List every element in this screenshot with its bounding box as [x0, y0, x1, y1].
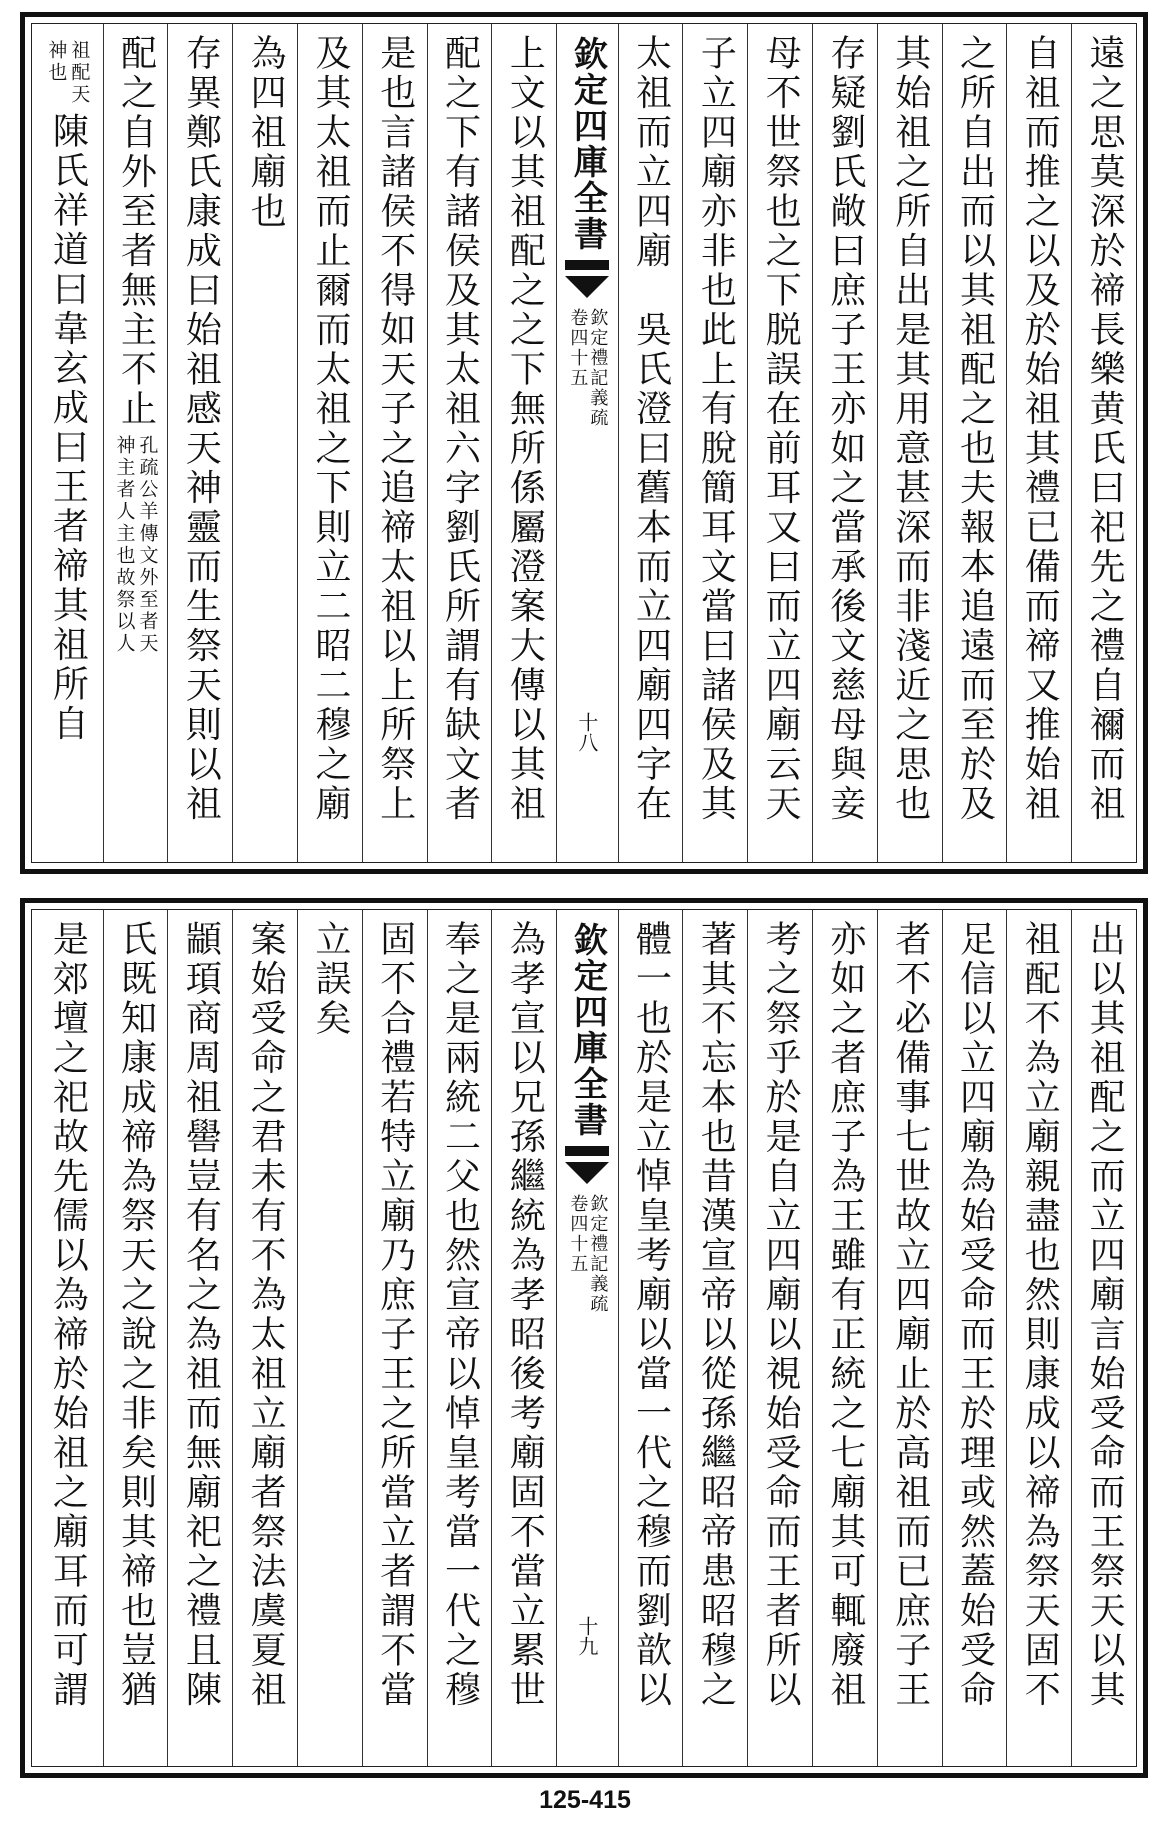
column-text	[824, 920, 866, 1710]
page-panel-top	[20, 12, 1148, 874]
gutter-subtitle-line: 欽定禮記義疏	[587, 1194, 609, 1314]
text-column	[1006, 24, 1071, 862]
main-text-line: 著其不忘本也昔漢宣帝以從孫繼昭帝患昭穆之	[695, 920, 737, 1710]
text-column	[491, 24, 556, 862]
gutter-subtitle	[567, 308, 609, 428]
main-text-line: 亦如之者庶子為王雖有正統之七廟其可輒廢祖	[824, 920, 866, 1710]
leaf-number: 十九	[574, 1616, 599, 1656]
text-column	[32, 24, 102, 862]
text-column	[232, 24, 297, 862]
main-text-line: 及其太祖而止爾而太祖之下則立二昭二穆之廟	[309, 34, 351, 824]
column-text	[954, 34, 996, 824]
center-gutter	[556, 24, 617, 862]
text-column	[877, 910, 942, 1766]
text-column	[747, 910, 812, 1766]
main-text-line: 遠之思莫深於禘長樂黄氏曰祀先之禮自禰而祖	[1084, 34, 1126, 824]
column-text	[504, 34, 546, 824]
main-text-line: 奉之是兩統二父也然宣帝以悼皇考當一代之穆	[439, 920, 481, 1710]
interlinear-note	[115, 435, 157, 655]
column-text	[439, 34, 481, 824]
text-column	[103, 910, 168, 1766]
column-text	[180, 34, 222, 824]
text-column	[167, 24, 232, 862]
column-text	[824, 34, 866, 824]
main-text-line: 是也言諸侯不得如天子之追禘太祖以上所祭上	[374, 34, 416, 824]
column-text	[1019, 34, 1061, 824]
main-text-line: 為孝宣以兄孫繼統為孝昭後考廟固不當立累世	[504, 920, 546, 1710]
text-columns	[32, 910, 1136, 1766]
main-text-line: 上文以其祖配之之下無所係屬澄案大傳以其祖	[504, 34, 546, 824]
note-line: 孔疏公羊傳文外至者天	[136, 435, 159, 655]
column-text	[47, 920, 89, 1710]
text-column	[32, 910, 102, 1766]
text-column	[1071, 24, 1136, 862]
note-line: 神主者人主也故祭以人	[113, 435, 136, 655]
main-text-line: 案始受命之君未有不為太祖立廟者祭法虞夏祖	[245, 920, 287, 1710]
column-text	[695, 34, 737, 824]
text-column	[362, 910, 427, 1766]
column-text	[309, 920, 351, 1039]
column-text	[889, 920, 931, 1710]
column-text	[374, 34, 416, 824]
text-frame	[31, 23, 1137, 863]
main-text-line: 出以其祖配之而立四廟言始受命而王祭天以其	[1084, 920, 1126, 1710]
text-columns	[32, 24, 1136, 862]
text-column	[427, 24, 492, 862]
main-text-line: 氏既知康成禘為祭天之說之非矣則其禘也豈猶	[115, 920, 157, 1710]
fishtail-mark	[565, 1146, 609, 1156]
gutter-title: 欽定四庫全書	[567, 36, 608, 252]
column-text	[115, 34, 157, 661]
column-text	[630, 34, 672, 824]
text-column	[877, 24, 942, 862]
main-text-line: 是郊壇之祀故先儒以為禘於始祖之廟耳而可謂	[47, 920, 89, 1710]
text-column	[232, 910, 297, 1766]
center-gutter	[556, 910, 617, 1766]
main-text-line: 母不世祭也之下脱誤在前耳又曰而立四廟云天	[760, 34, 802, 824]
text-column	[942, 24, 1007, 862]
text-column	[297, 910, 362, 1766]
text-column	[618, 910, 683, 1766]
column-text	[374, 920, 416, 1710]
text-frame	[31, 909, 1137, 1767]
text-column	[682, 24, 747, 862]
gutter-title: 欽定四庫全書	[567, 922, 608, 1138]
column-text	[1019, 920, 1061, 1710]
note-line: 祖配天	[68, 40, 91, 106]
column-text	[115, 920, 157, 1710]
text-column	[103, 24, 168, 862]
column-text	[245, 920, 287, 1710]
text-column	[747, 24, 812, 862]
interlinear-note	[45, 40, 91, 106]
text-column	[942, 910, 1007, 1766]
column-text	[1084, 34, 1126, 824]
text-column	[297, 24, 362, 862]
main-text-line: 立誤矣	[309, 920, 351, 1039]
text-column	[1006, 910, 1071, 1766]
main-text-line: 自祖而推之以及於始祖其禮已備而禘又推始祖	[1019, 34, 1061, 824]
main-text-line: 為四祖廟也	[245, 34, 287, 232]
gutter-subtitle-line: 欽定禮記義疏	[587, 308, 609, 428]
column-text	[45, 34, 91, 744]
leaf-number: 十八	[574, 712, 599, 752]
column-text	[439, 920, 481, 1710]
fishtail-mark	[565, 260, 609, 270]
column-text	[180, 920, 222, 1710]
column-text	[954, 920, 996, 1710]
main-text-line: 太祖而立四廟 吳氏澄曰舊本而立四廟四字在	[630, 34, 672, 824]
column-text	[309, 34, 351, 824]
main-text-line: 體一也於是立悼皇考廟以當一代之穆而劉歆以	[630, 920, 672, 1710]
gutter-subtitle	[567, 1194, 609, 1314]
main-text-line: 祖配不為立廟親盡也然則康成以禘為祭天固不	[1019, 920, 1061, 1710]
page-panel-bottom	[20, 898, 1148, 1778]
column-text	[889, 34, 931, 824]
text-column	[167, 910, 232, 1766]
text-column	[682, 910, 747, 1766]
page-number-footer: 125-415	[539, 1786, 631, 1814]
gutter-subtitle-line: 卷四十五	[567, 308, 589, 388]
main-text-line: 存異鄭氏康成曰始祖感天神靈而生祭天則以祖	[180, 34, 222, 824]
text-column	[812, 24, 877, 862]
column-text	[245, 34, 287, 232]
column-text	[630, 920, 672, 1710]
main-text-line: 考之祭乎於是自立四廟以視始受命而王者所以	[760, 920, 802, 1710]
text-column	[618, 24, 683, 862]
text-column	[362, 24, 427, 862]
column-text	[695, 920, 737, 1710]
text-column	[1071, 910, 1136, 1766]
column-text	[1084, 920, 1126, 1710]
main-text-line: 子立四廟亦非也此上有脫簡耳文當曰諸侯及其	[695, 34, 737, 824]
main-text-line: 顓頊商周祖嚳豈有名之為祖而無廟祀之禮且陳	[180, 920, 222, 1710]
text-column	[812, 910, 877, 1766]
column-text	[760, 920, 802, 1710]
main-text-line: 足信以立四廟為始受命而王於理或然蓋始受命	[954, 920, 996, 1710]
main-text-line: 者不必備事七世故立四廟止於高祖而已庶子王	[889, 920, 931, 1710]
text-column	[427, 910, 492, 1766]
fishtail-mark	[565, 276, 609, 298]
main-text-line: 陳氏祥道曰韋玄成曰王者禘其祖所自	[47, 112, 89, 744]
text-column	[491, 910, 556, 1766]
main-text-line: 配之自外至者無主不止	[115, 34, 157, 429]
main-text-line: 固不合禮若特立廟乃庶子王之所當立者謂不當	[374, 920, 416, 1710]
column-text	[504, 920, 546, 1710]
main-text-line: 之所自出而以其祖配之也夫報本追遠而至於及	[954, 34, 996, 824]
main-text-line: 配之下有諸侯及其太祖六字劉氏所謂有缺文者	[439, 34, 481, 824]
main-text-line: 其始祖之所自出是其用意甚深而非淺近之思也	[889, 34, 931, 824]
note-line: 神也	[45, 40, 68, 84]
column-text	[760, 34, 802, 824]
main-text-line: 存疑劉氏敞曰庶子王亦如之當承後文慈母與妾	[824, 34, 866, 824]
fishtail-mark	[565, 1162, 609, 1184]
gutter-subtitle-line: 卷四十五	[567, 1194, 589, 1274]
